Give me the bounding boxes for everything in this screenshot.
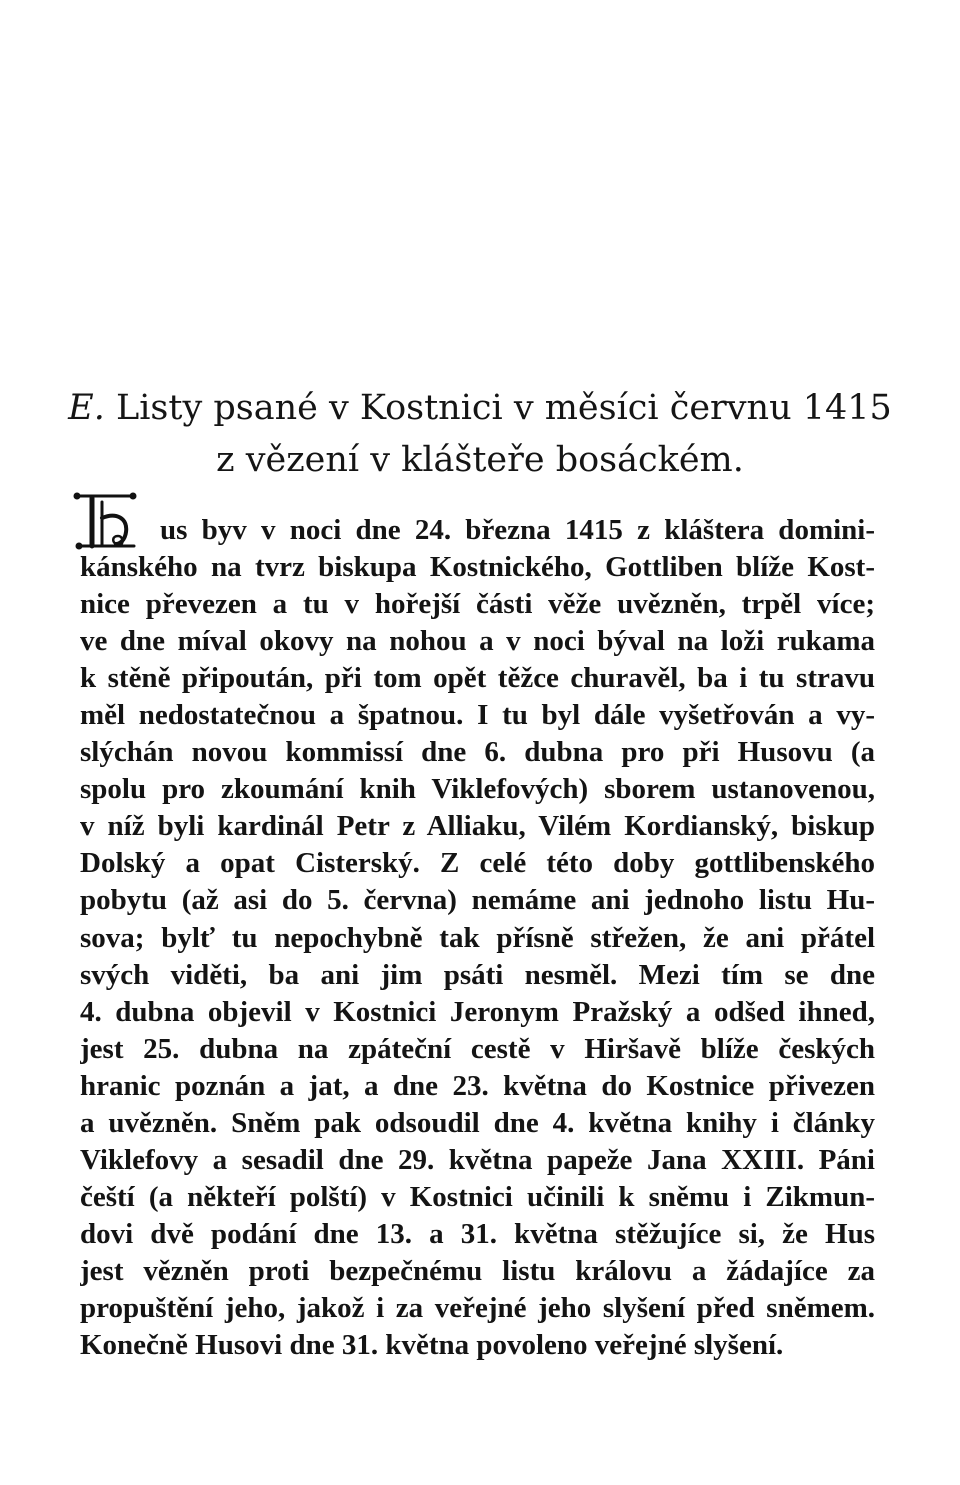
text-line: Viklefovy a sesadil dne 29. května papeže Jana XXIII. Páni [80, 1143, 875, 1176]
text-line: pobytu (až asi do 5. června) nemáme ani jednoho listu Hu- [80, 884, 875, 917]
text-line: slýchán novou kommissí dne 6. dubna pro při Husovu (a [80, 736, 875, 769]
text-line: propuštění jeho, jakož i za veřejné jeho slyšení před sněmem. [80, 1291, 875, 1324]
text-line: měl nedostatečnou a špatnou. I tu byl dále vyšetřován a vy- [80, 699, 875, 732]
text-line: Konečně Husovi dne 31. května povoleno veřejné slyšení. [80, 1329, 784, 1362]
text-line: svých viděti, ba ani jim psáti nesměl. Mezi tím se dne [80, 958, 875, 991]
text-line: jest vězněn proti bezpečnému listu královu a žádajíce za [80, 1254, 875, 1287]
text-line: čeští (a někteří polští) v Kostnici učinili k sněmu i Zikmun- [80, 1180, 875, 1213]
text-line: spolu pro zkoumání knih Viklefových) sborem ustanovenou, [80, 773, 875, 806]
section-heading-line-2: z vězení v klášteře bosáckém. [216, 440, 744, 480]
text-line: jest 25. dubna na zpáteční cestě v Hiršavě blíže českých [80, 1032, 875, 1065]
text-line: ve dne míval okovy na nohou a v noci býval na loži rukama [80, 625, 875, 658]
text-line: nice převezen a tu v hořejší části věže uvězněn, trpěl více; [80, 588, 875, 621]
section-title: Listy psané v Kostnici v měsíci červnu 1415 [116, 388, 892, 428]
body-paragraph [80, 512, 875, 1364]
text-line: kánského na tvrz biskupa Kostnického, Gottliben blíže Kost- [80, 551, 875, 584]
text-line: k stěně připoután, při tom opět těžce churavěl, ba i tu stravu [80, 662, 875, 695]
text-line: us byv v noci dne 24. března 1415 z kláštera domini- [160, 514, 875, 546]
section-heading-line-1 [60, 380, 900, 436]
text-line: dovi dvě podání dne 13. a 31. května stěžujíce si, že Hus [80, 1217, 875, 1250]
text-line: 4. dubna objevil v Kostnici Jeronym Pražský a odšed ihned, [80, 995, 875, 1028]
text-line: hranic poznán a jat, a dne 23. května do Kostnice přivezen [80, 1069, 875, 1102]
text-line: sova; bylť tu nepochybně tak přísně střežen, že ani přátel [80, 921, 875, 954]
section-letter: E. [68, 388, 105, 428]
text-line: a uvězněn. Sněm pak odsoudil dne 4. května knihy i články [80, 1106, 875, 1139]
text-line: Dolský a opat Cisterský. Z celé této doby gottlibenského [80, 847, 875, 880]
text-line: v níž byli kardinál Petr z Alliaku, Vilém Kordianský, biskup [80, 810, 875, 843]
